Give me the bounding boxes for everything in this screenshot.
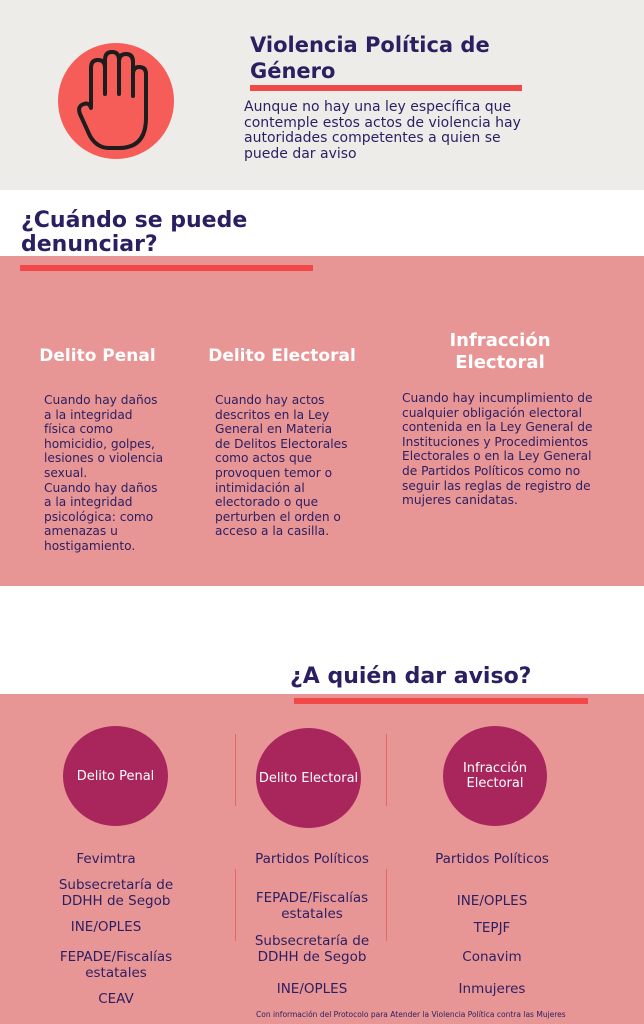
list-item: Fevimtra [76, 851, 136, 867]
source-footnote: Con información del Protocolo para Atender la Violencia Política contra las Mujeres [256, 1010, 566, 1019]
title-underline [250, 85, 522, 91]
hand-circle [58, 43, 174, 159]
section-when-underline [20, 265, 313, 271]
when-col-title-delito-electoral: Delito Electoral [208, 346, 356, 366]
circle-infraccion-electoral [443, 726, 547, 826]
list-item: Inmujeres [458, 981, 526, 997]
list-item: Partidos Políticos [255, 851, 369, 867]
divider-line [235, 734, 236, 806]
list-item: Conavim [462, 949, 522, 965]
list-item: TEPJF [473, 920, 511, 936]
section-who-underline [294, 698, 588, 704]
list-item: INE/OPLES [456, 893, 528, 909]
circle-label: Delito Penal [76, 768, 155, 784]
when-col-text-delito-electoral: Cuando hay actos descritos en la Ley General en Materia de Delitos Electorales como actos que provoquen temor o intimidación al electorado o que perturben el orden o acceso a la casilla. [215, 393, 348, 539]
list-item: CEAV [98, 991, 134, 1007]
circle-delito-electoral [256, 728, 361, 828]
list-item: FEPADE/Fiscalías estatales [59, 949, 173, 981]
when-col-text-delito-penal: Cuando hay daños a la integridad física como homicidio, golpes, lesiones o violencia sexual. Cuando hay daños a la integridad psicológica: como amenazas u hostigamiento. [44, 393, 164, 553]
page-title: Violencia Política de Género [250, 33, 490, 83]
when-col-title-delito-penal: Delito Penal [39, 346, 156, 366]
list-item: FEPADE/Fiscalías estatales [255, 890, 369, 922]
when-section-band [0, 256, 644, 586]
list-item: Partidos Políticos [435, 851, 549, 867]
circle-delito-penal [63, 726, 168, 826]
section-who-title: ¿A quién dar aviso? [290, 664, 532, 689]
divider-line [386, 734, 387, 806]
circle-label: Infracción Electoral [462, 761, 528, 791]
when-col-text-infraccion-electoral: Cuando hay incumplimiento de cualquier obligación electoral contenida en la Ley General de Instituciones y Procedimientos Electorales o en la Ley General de Partidos Políticos como no seguir las reglas de registro de mujeres canidatas. [402, 391, 593, 508]
when-col-title-infraccion-electoral: Infracción Electoral [449, 330, 551, 373]
hand-stop-icon [75, 48, 157, 156]
page-subtitle: Aunque no hay una ley específica que contemple estos actos de violencia hay autoridades competentes a quien se puede dar aviso [244, 99, 521, 162]
circle-label: Delito Electoral [258, 770, 359, 786]
section-when-title: ¿Cuándo se puede denunciar? [21, 208, 248, 257]
who-section-band [0, 694, 644, 1024]
list-item: INE/OPLES [276, 981, 348, 997]
list-item: Subsecretaría de DDHH de Segob [254, 933, 370, 965]
list-item: INE/OPLES [70, 919, 142, 935]
header [0, 0, 644, 190]
list-item: Subsecretaría de DDHH de Segob [58, 877, 174, 909]
